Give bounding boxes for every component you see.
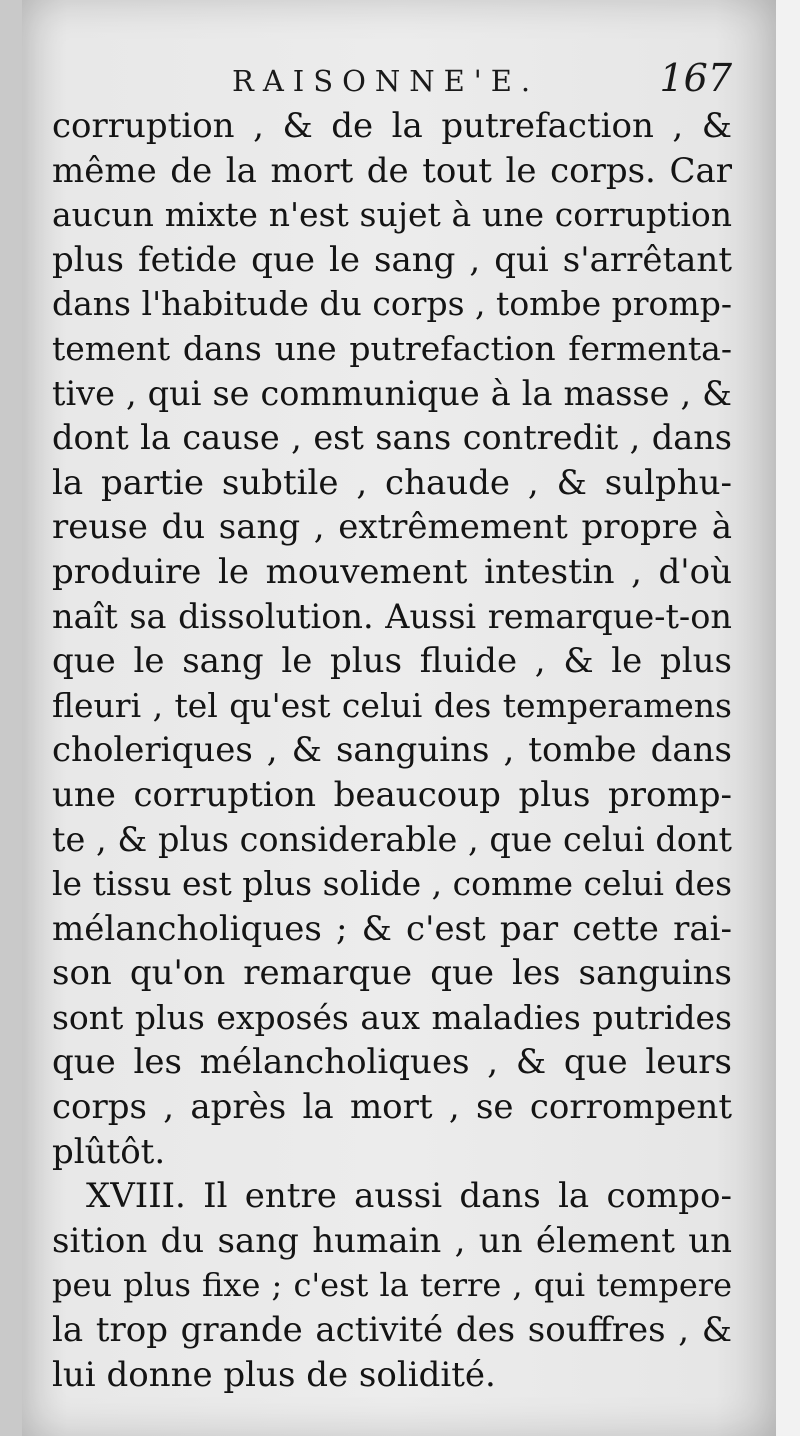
text-line: son qu'on remarque que les sanguins [52, 953, 732, 994]
text-line: plûtôt. [52, 1131, 166, 1172]
body-text [52, 104, 732, 1397]
text-line: peu plus fixe ; c'est la terre , qui tempere [52, 1266, 732, 1305]
text-line: te , & plus considerable , que celui dont [52, 819, 732, 859]
page-margin-edge [776, 0, 800, 1436]
text-line: la partie subtile , chaude , & sulphu- [52, 462, 732, 503]
text-line: mélancholiques ; & c'est par cette rai- [52, 908, 732, 949]
text-line: dans l'habitude du corps , tombe promp- [52, 284, 732, 324]
running-title: RAISONNE'E. [232, 64, 540, 98]
text-line: même de la mort de tout le corps. Car [52, 150, 732, 191]
text-line: produire le mouvement intestin , d'où [52, 551, 732, 592]
text-line: que les mélancholiques , & que leurs [52, 1042, 732, 1083]
text-line: naît sa dissolution. Aussi remarque-t-on [52, 596, 732, 636]
text-line: que le sang le plus fluide , & le plus [52, 641, 732, 682]
text-line: plus fetide que le sang , qui s'arrêtant [52, 239, 732, 280]
text-line: fleuri , tel qu'est celui des temperamens [52, 685, 732, 725]
text-line: aucun mixte n'est sujet à une corruption [52, 195, 732, 235]
running-head [52, 56, 732, 110]
text-line: une corruption beaucoup plus promp- [52, 774, 732, 815]
section-heading-line: XVIII. Il entre aussi dans la compo- [86, 1176, 732, 1217]
text-line: la trop grande activité des souffres , & [52, 1310, 732, 1351]
text-line: lui donne plus de solidité. [52, 1354, 496, 1395]
text-line: tement dans une putrefaction fermenta- [52, 328, 732, 368]
text-line: corps , après la mort , se corrompent [52, 1087, 732, 1128]
text-line: dont la cause , est sans contredit , dans [52, 418, 732, 458]
text-line: sition du sang humain , un élement un [52, 1220, 732, 1261]
page-gutter-shadow [0, 0, 22, 1436]
text-line: tive , qui se communique à la masse , & [52, 373, 732, 413]
text-line: sont plus exposés aux maladies putrides [52, 997, 732, 1037]
text-line: corruption , & de la putrefaction , & [52, 106, 732, 146]
text-line: reuse du sang , extrêmement propre à [52, 507, 732, 548]
page-number: 167 [659, 56, 732, 100]
text-line: le tissu est plus solide , comme celui des [52, 864, 733, 904]
text-line: choleriques , & sanguins , tombe dans [52, 730, 732, 771]
